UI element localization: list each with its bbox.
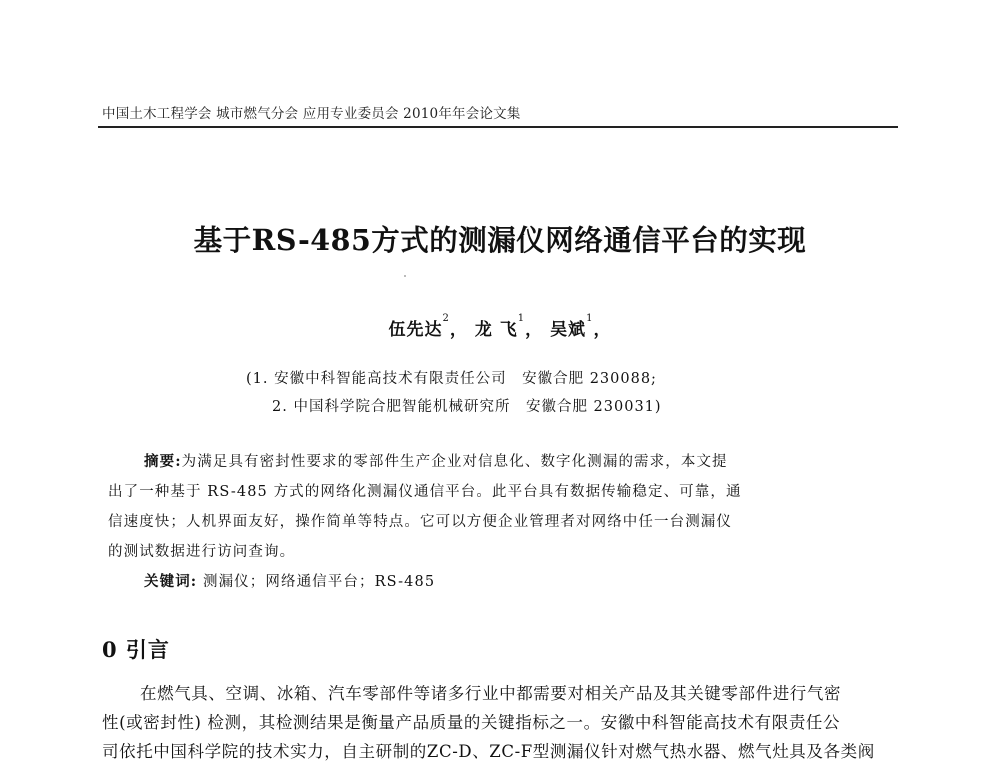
running-header: 中国土木工程学会 城市燃气分会 应用专业委员会 2010年年会论文集 — [102, 106, 521, 122]
header-rule — [98, 126, 898, 128]
abstract-label: 摘要: — [144, 453, 182, 470]
abstract — [108, 447, 862, 567]
keywords — [144, 570, 435, 591]
author-separator: ， — [593, 320, 612, 340]
author-name: 龙 飞 — [474, 320, 518, 340]
paper-title: 基于RS-485方式的测漏仪网络通信平台的实现 — [193, 223, 807, 257]
affiliation-1: (1. 安徽中科智能高技术有限责任公司 安徽合肥 230088; — [246, 371, 657, 387]
author-affil-mark: 1 — [586, 313, 594, 324]
abstract-line: 的测试数据进行访问查询。 — [108, 544, 296, 560]
abstract-line: 摘要:为满足具有密封性要求的零部件生产企业对信息化、数字化测漏的需求，本文提 — [144, 453, 728, 470]
body-line: 性(或密封性) 检测，其检测结果是衡量产品质量的关键指标之一。安徽中科智能高技术有限责任公 — [102, 713, 841, 732]
abstract-line: 出了一种基于 RS-485 方式的网络化测漏仪通信平台。此平台具有数据传输稳定、可靠，通 — [108, 484, 742, 500]
keywords-text: 测漏仪；网络通信平台；RS-485 — [202, 574, 436, 590]
author-separator: ， — [449, 320, 468, 340]
body-line: 在燃气具、空调、冰箱、汽车零部件等诸多行业中都需要对相关产品及其关键零部件进行气密 — [140, 684, 842, 703]
author-name: 伍先达 — [388, 320, 443, 340]
section-heading: 0 引言 — [102, 637, 170, 662]
affiliation-2: 2. 中国科学院合肥智能机械研究所 安徽合肥 230031) — [272, 399, 662, 415]
author-separator: ， — [525, 320, 544, 340]
author-affil-mark: 2 — [442, 313, 450, 324]
section-body — [102, 679, 902, 766]
author-list — [0, 315, 1000, 340]
scan-speck — [404, 275, 406, 277]
body-line: 司依托中国科学院的技术实力，自主研制的ZC-D、ZC-F型测漏仪针对燃气热水器、燃气灶具及各类阀 — [102, 742, 875, 761]
abstract-line: 信速度快；人机界面友好，操作简单等特点。它可以方便企业管理者对网络中任一台测漏仪 — [108, 514, 732, 530]
author-name: 吴斌 — [550, 320, 587, 340]
keywords-label: 关键词: — [144, 573, 198, 590]
author-affil-mark: 1 — [517, 313, 526, 324]
